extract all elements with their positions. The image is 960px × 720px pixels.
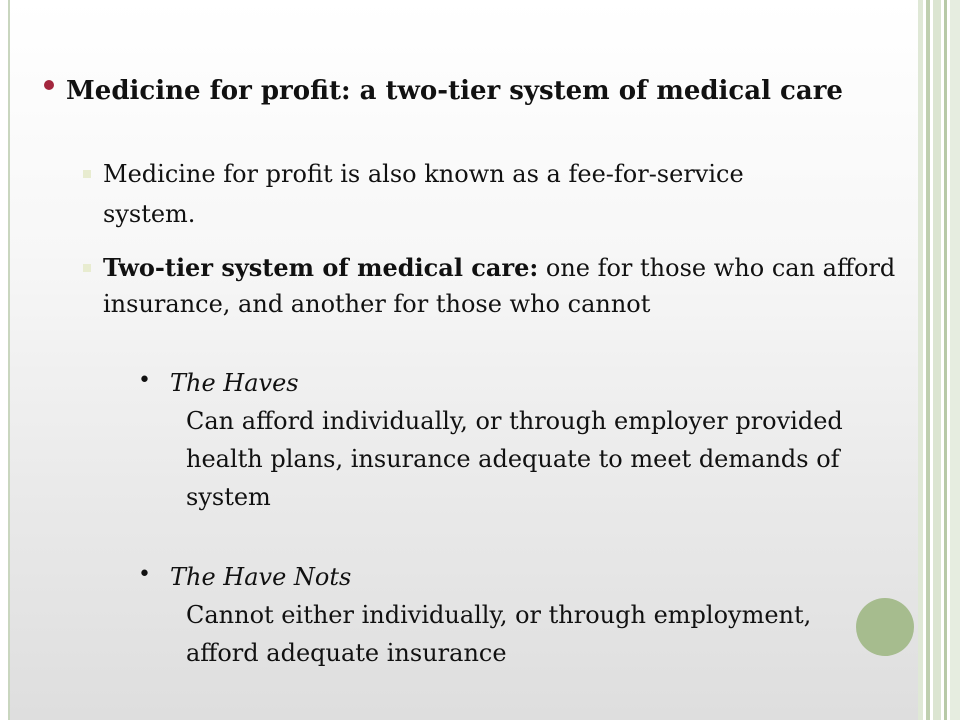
square-bullet-icon xyxy=(83,170,91,178)
sub-point-line1: Medicine for profit is also known as a fee-for-service xyxy=(103,160,744,188)
two-tier-definition: one for those who can afford insurance, and another for those who cannot xyxy=(103,254,896,318)
haves-description: Can afford individually, or through employer provided health plans, insurance adequate to meet demands of system xyxy=(186,407,843,511)
square-bullet-icon xyxy=(83,264,91,272)
left-rule xyxy=(8,0,10,720)
sub-point-line2: system. xyxy=(103,200,196,228)
slide-heading: Medicine for profit: a two-tier system of medical care xyxy=(66,76,843,106)
haves-title: The Haves xyxy=(170,369,299,397)
two-tier-term: Two-tier system of medical care: xyxy=(103,253,539,282)
small-bullet-icon: • xyxy=(138,368,151,393)
small-bullet-icon: • xyxy=(138,562,151,587)
have-nots-title: The Have Nots xyxy=(170,563,352,591)
decorative-right-bars xyxy=(918,0,960,720)
sub-point-two-tier xyxy=(103,250,923,322)
main-bullet-icon xyxy=(44,80,54,90)
have-nots-description: Cannot either individually, or through employment, afford adequate insurance xyxy=(186,601,812,667)
sub-point-fee-for-service xyxy=(103,156,923,236)
